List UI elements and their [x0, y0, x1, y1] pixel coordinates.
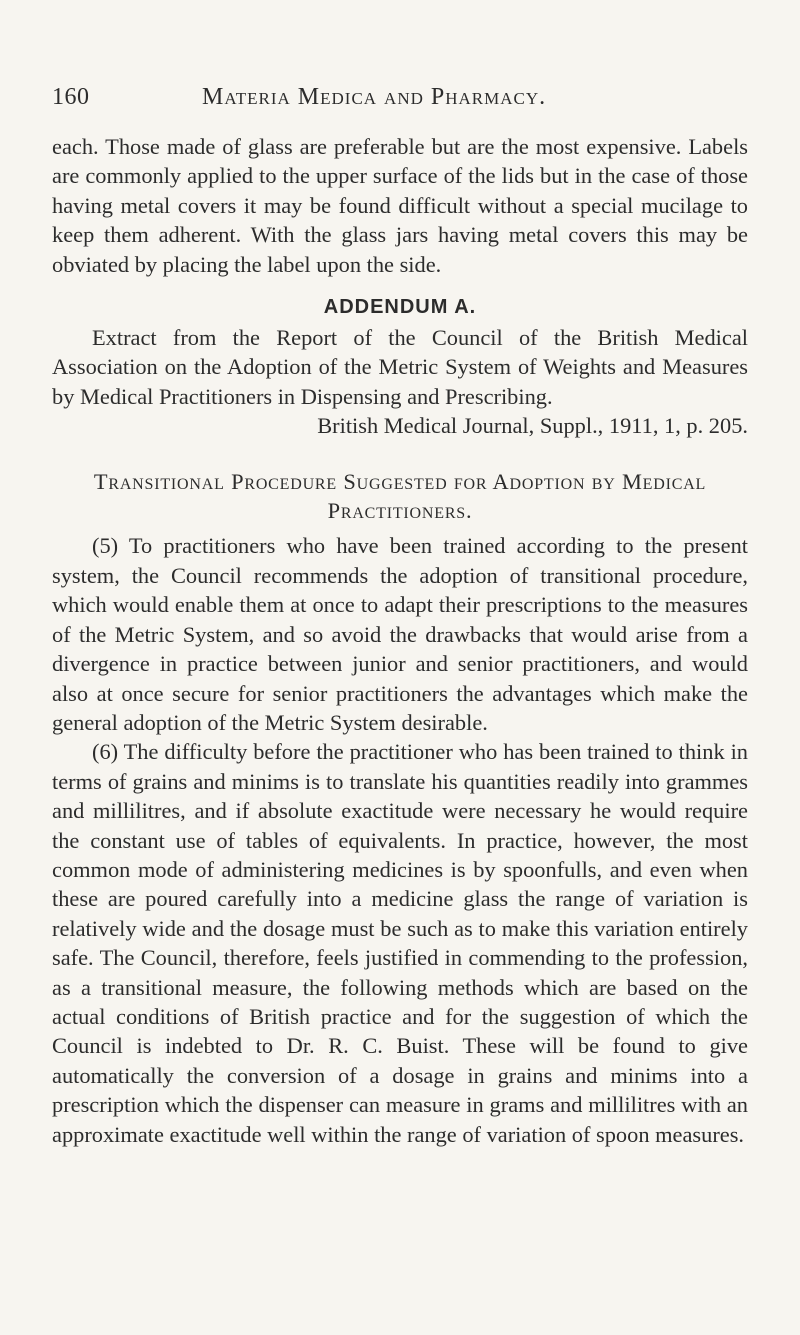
paragraph-6: (6) The difficulty before the practitioner who has been trained to think in terms of grains and minims is to translate his quantities readily into grammes and millilitres, and if absolute exactitude were necessary he would require the constant use of tables of equivalents. In practice, however, the most common mode of administering medicines is by spoonfulls, and even when these are poured carefully into a medicine glass the range of variation is relatively wide and the dosage must be such as to make this variation entirely safe. The Council, therefore, feels justified in commending to the profession, as a transitional measure, the following methods which are based on the actual conditions of British practice and for the suggestion of which the Council is indebted to Dr. R. C. Buist. These will be found to give automatically the conversion of a dosage in grains and minims into a prescription which the dispenser can measure in grams and millilitres with an approximate exactitude well within the range of variation of spoon measures.: [52, 739, 748, 1147]
body-text: [52, 132, 748, 1149]
opening-paragraph: each. Those made of glass are preferable but are the most expensive. Labels are commonly applied to the upper surface of the lids but in the case of those having metal covers it may be found difficult without a special mucilage to keep them adherent. With the glass jars having metal covers this may be obviated by placing the label upon the side.: [52, 134, 748, 277]
addendum-intro-paragraph: Extract from the Report of the Council of the British Medical Association on the Adoption of the Metric System of Weights and Measures by Medical Practitioners in Dispensing and Prescribing.: [52, 325, 748, 409]
running-title: Materia Medica and Pharmacy.: [202, 84, 547, 110]
addendum-heading: ADDENDUM A.: [323, 296, 477, 319]
section-heading: Transitional Procedure Suggested for Adoption by Medical Practitioners.: [93, 468, 707, 524]
paragraph-5: (5) To practitioners who have been trained according to the present system, the Council recommends the adoption of transitional procedure, which would enable them at once to adapt their prescriptions to the measures of the Metric System, and so avoid the drawbacks that would arise from a divergence in practice between junior and senior practitioners, and would also at once secure for senior practitioners the advantages which make the general adoption of the Metric System desirable.: [52, 533, 748, 735]
running-head: [52, 84, 748, 118]
page-number: 160: [52, 84, 90, 110]
citation: British Medical Journal, Suppl., 1911, 1, p. 205.: [317, 413, 748, 439]
